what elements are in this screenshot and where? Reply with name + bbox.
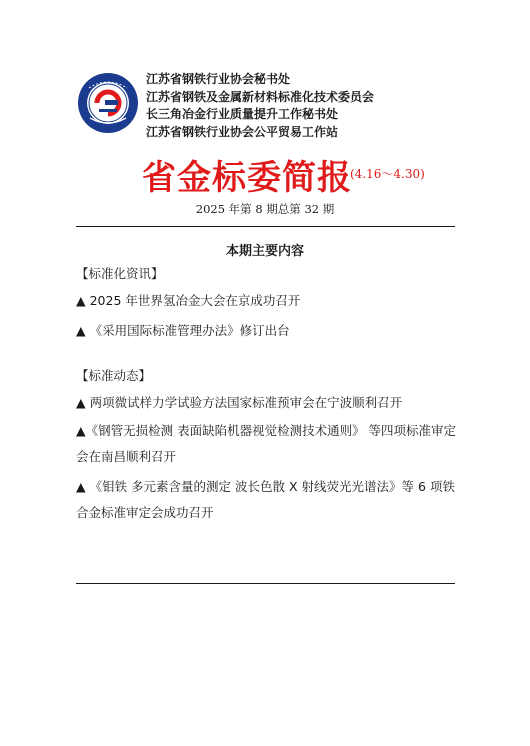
bottom-divider	[76, 583, 455, 584]
contents-item: ▲ 2025 年世界氢冶金大会在京成功召开	[76, 293, 301, 308]
bulletin-title: 省金标委简报	[142, 158, 352, 198]
association-logo	[77, 72, 139, 134]
section-heading-standardization-news: 【标准化资讯】	[76, 266, 164, 281]
issue-number: 2025 年第 8 期总第 32 期	[195, 202, 335, 216]
organization-line: 江苏省钢铁行业协会公平贸易工作站	[146, 124, 339, 139]
contents-item: ▲ 《钼铁 多元素含量的测定 波长色散 X 射线荧光光谱法》等 6 项铁合金标准审定会成功召开	[76, 479, 455, 520]
section-heading-standard-updates: 【标准动态】	[76, 368, 152, 383]
contents-item: ▲ 《采用国际标准管理办法》修订出台	[76, 323, 290, 338]
top-divider	[76, 226, 455, 227]
organization-list	[146, 71, 476, 141]
masthead	[100, 150, 500, 198]
organization-line: 长三角冶金行业质量提升工作秘书处	[146, 107, 339, 121]
contents-item: ▲《钢管无损检测 表面缺陷机器视觉检测技术通则》 等四项标准审定会在南昌顺利召开	[76, 423, 457, 464]
association-seal-logo-icon	[77, 72, 139, 134]
bulletin-date-range: (4.16～4.30)	[350, 167, 425, 181]
contents-item: ▲ 两项微试样力学试验方法国家标准预审会在宁波顺利召开	[76, 395, 403, 410]
organization-line: 江苏省钢铁行业协会秘书处	[146, 72, 291, 86]
contents-title: 本期主要内容	[225, 244, 304, 259]
organization-line: 江苏省钢铁及金属新材料标准化技术委员会	[146, 89, 375, 104]
